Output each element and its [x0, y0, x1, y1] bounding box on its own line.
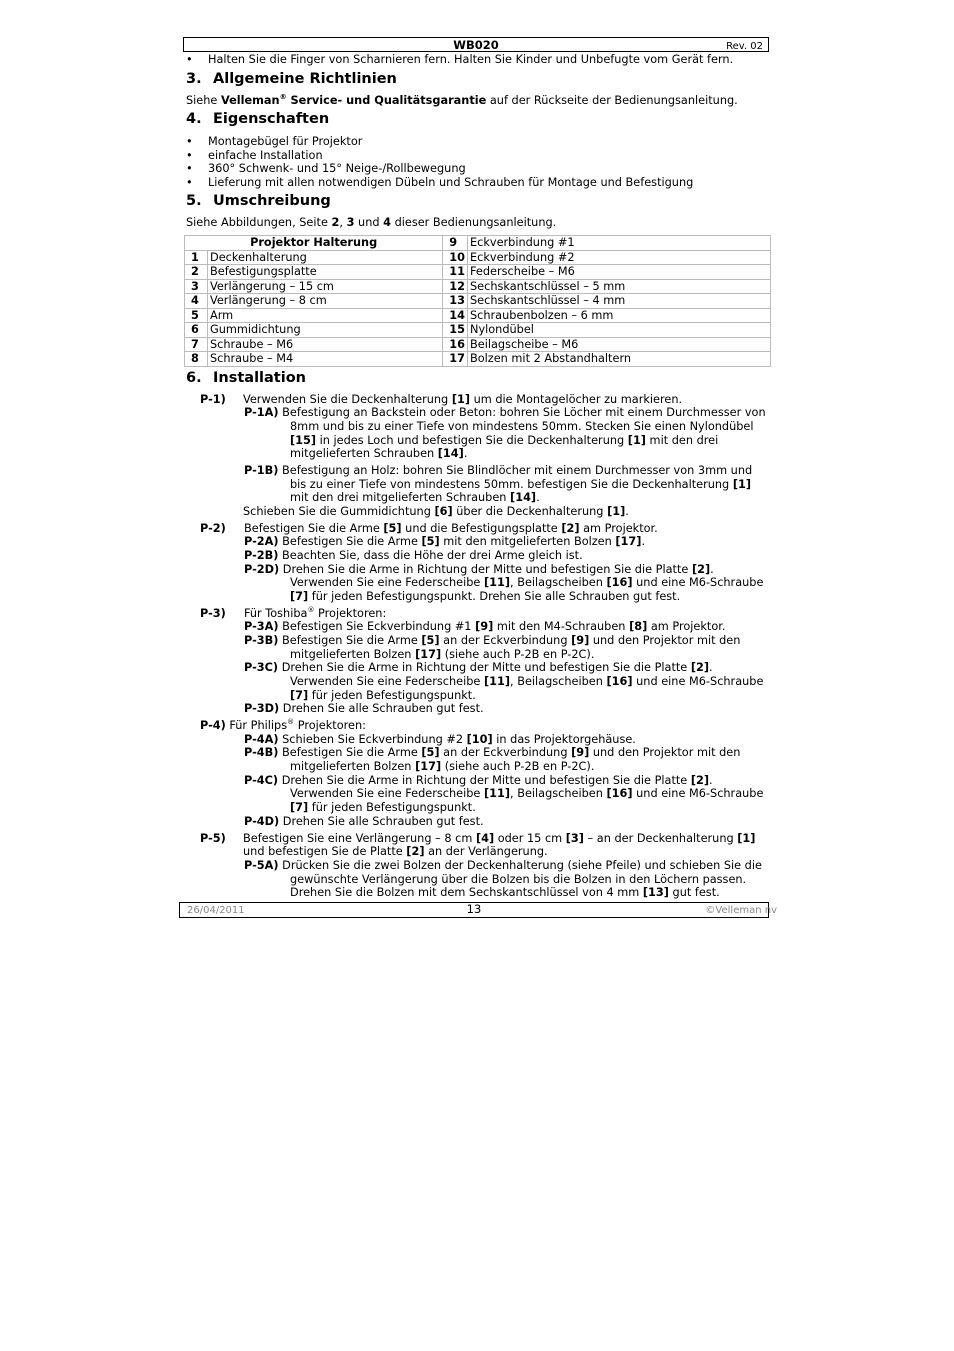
step-line: P-5A) Drücken Sie die zwei Bolzen der Deckenhalterung (siehe Pfeile) und schieben Sie die — [244, 859, 762, 872]
step-line: P-4A) Schieben Sie Eckverbindung #2 [10] in das Projektorgehäuse. — [244, 733, 636, 746]
bullet-icon: • — [186, 162, 193, 175]
revision: Rev. 02 — [726, 41, 763, 52]
page-header — [183, 37, 769, 52]
step-line: P-1B) Befestigung an Holz: bohren Sie Blindlöcher mit einem Durchmesser von 3mm und — [244, 464, 753, 477]
table-row: 3 Verlängerung – 15 cm 12 Sechskantschlüssel – 5 mm — [185, 279, 771, 294]
table-row: 1 Deckenhalterung 10 Eckverbindung #2 — [185, 250, 771, 265]
step-line: P-2A) Befestigen Sie die Arme [5] mit den mitgelieferten Bolzen [17]. — [244, 535, 646, 548]
step-line: P-5) — [200, 832, 226, 845]
paragraph: Siehe Velleman® Service- und Qualitätsgarantie auf der Rückseite der Bedienungsanleitung. — [186, 93, 738, 107]
step-line: P-3C) Drehen Sie die Arme in Richtung der Mitte und befestigen Sie die Platte [2]. — [244, 661, 713, 674]
page-number: 13 — [466, 902, 482, 916]
table-row: 7 Schraube – M6 16 Beilagscheibe – M6 — [185, 337, 771, 352]
step-line: P-3A) Befestigen Sie Eckverbindung #1 [9] mit den M4-Schrauben [8] am Projektor. — [244, 620, 726, 633]
step-line: P-4) Für Philips® Projektoren: — [200, 718, 366, 732]
step-line: P-3) — [200, 607, 226, 620]
step-line: P-2B) Beachten Sie, dass die Höhe der drei Arme gleich ist. — [244, 549, 583, 562]
step-line: P-1A) Befestigung an Backstein oder Beton: bohren Sie Löcher mit einem Durchmesser von — [244, 406, 766, 419]
step-line: P-4C) Drehen Sie die Arme in Richtung der Mitte und befestigen Sie die Platte [2]. — [244, 774, 713, 787]
table-row: 5 Arm 14 Schraubenbolzen – 6 mm — [185, 308, 771, 323]
table-row: 6 Gummidichtung 15 Nylondübel — [185, 323, 771, 338]
table-row: Projektor Halterung 9 Eckverbindung #1 — [185, 236, 771, 251]
section-heading: 3. Allgemeine Richtlinien — [186, 71, 397, 87]
step-line: P-3B) Befestigen Sie die Arme [5] an der Eckverbindung [9] und den Projektor mit den — [244, 634, 741, 647]
step-line: P-4B) Befestigen Sie die Arme [5] an der Eckverbindung [9] und den Projektor mit den — [244, 746, 741, 759]
section-heading: 5. Umschreibung — [186, 193, 331, 209]
model-number: WB020 — [453, 38, 499, 52]
bullet-icon: • — [186, 135, 193, 148]
step-line: P-1) — [200, 393, 226, 406]
bullet-icon: • — [186, 53, 193, 66]
step-line: P-2D) Drehen Sie die Arme in Richtung der Mitte und befestigen Sie die Platte [2]. — [244, 563, 714, 576]
parts-table — [184, 235, 771, 367]
table-header: Projektor Halterung — [185, 236, 443, 251]
table-row: 2 Befestigungsplatte 11 Federscheibe – M6 — [185, 265, 771, 280]
table-row: 4 Verlängerung – 8 cm 13 Sechskantschlüssel – 4 mm — [185, 294, 771, 309]
step-line: P-4D) Drehen Sie alle Schrauben gut fest. — [244, 815, 484, 828]
step-line: P-2) — [200, 522, 226, 535]
section-heading: 4. Eigenschaften — [186, 111, 330, 127]
step-line: P-3D) Drehen Sie alle Schrauben gut fest. — [244, 702, 484, 715]
footer-date: 26/04/2011 — [187, 905, 245, 916]
footer-copyright: ©Velleman nv — [705, 905, 777, 916]
paragraph: Siehe Abbildungen, Seite 2, 3 und 4 dieser Bedienungsanleitung. — [186, 216, 557, 229]
page-footer — [179, 902, 777, 918]
bullet-icon: • — [186, 149, 193, 162]
section-heading: 6. Installation — [186, 370, 306, 386]
table-row: 8 Schraube – M4 17 Bolzen mit 2 Abstandhaltern — [185, 352, 771, 367]
bullet-icon: • — [186, 176, 193, 189]
